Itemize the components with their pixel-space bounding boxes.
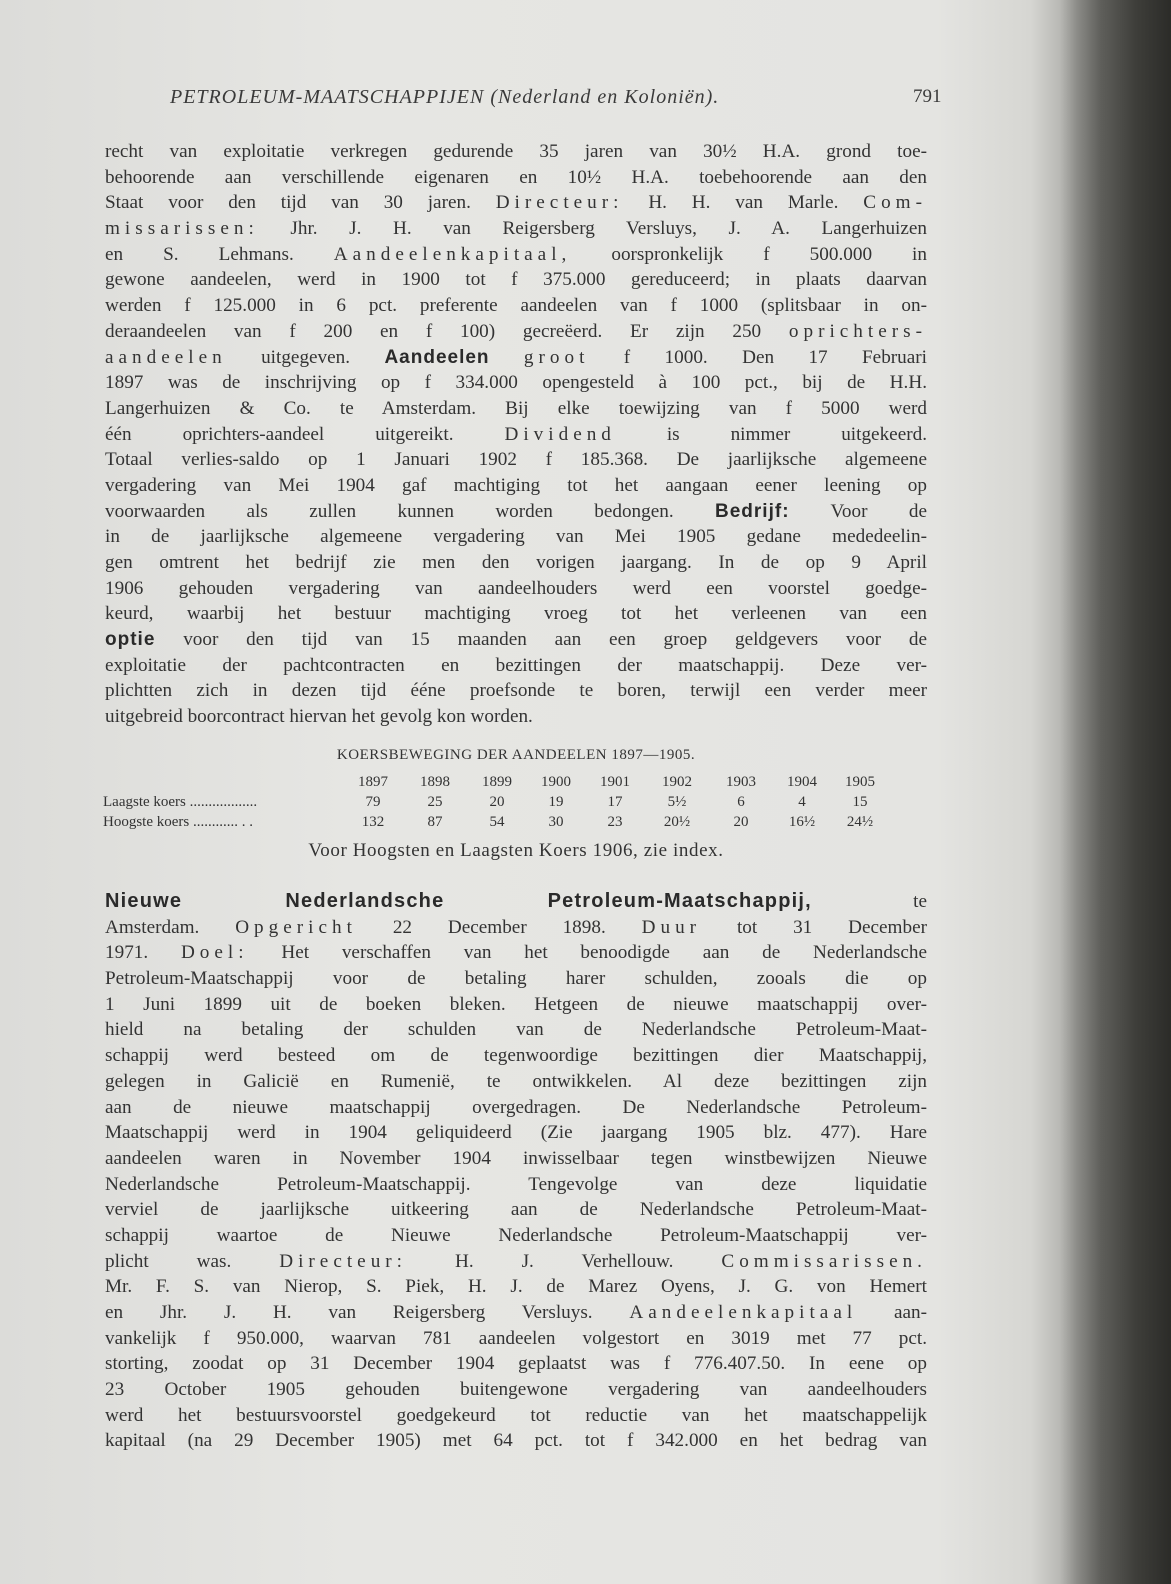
text-segment: f 1000. Den 17 Februari <box>589 346 928 368</box>
spaced-keyword: Aandeelenkapitaal, <box>333 243 572 265</box>
text-segment: deraandeelen van f 200 en f 100) gecreëerd. Er zijn 250 <box>105 320 789 342</box>
table-cell: 30 <box>548 814 564 830</box>
text-line <box>105 499 927 525</box>
text-line <box>105 216 927 242</box>
text-segment: 1 Juni 1899 uit de boeken bleken. Hetgeen de nieuwe maatschappij over- <box>105 993 927 1015</box>
text-line <box>105 915 927 941</box>
text-segment: Jhr. J. H. van Reigersberg Versluys, J. A. Langerhuizen <box>258 218 927 240</box>
text-line <box>105 992 927 1018</box>
text-line <box>105 966 927 992</box>
table-cell: 16½ <box>788 814 816 830</box>
text-line <box>105 1274 927 1300</box>
bold-heading: optie <box>105 629 156 651</box>
spaced-keyword: oprichters- <box>788 320 927 342</box>
text-line <box>105 319 927 345</box>
text-segment: 22 December 1898. <box>356 916 642 938</box>
table-cell: 79 <box>365 794 381 810</box>
text-line <box>105 653 927 679</box>
text-segment: exploitatie der pachtcontracten en bezittingen der maatschappij. Deze ver- <box>105 654 927 676</box>
text-segment: werd het bestuursvoorstel goedgekeurd tot reductie van het maatschappelijk <box>105 1404 927 1426</box>
text-segment: 23 October 1905 gehouden buitengewone vergadering van aandeelhouders <box>105 1379 927 1401</box>
page-number: 791 <box>913 86 942 107</box>
text-segment: Mr. F. S. van Nierop, S. Piek, H. J. de Marez Oyens, J. G. von Hemert <box>105 1276 927 1298</box>
table-cell: 20 <box>489 794 505 810</box>
table-cell: 20½ <box>663 814 691 830</box>
spaced-keyword: missarissen: <box>105 218 259 240</box>
text-segment: in de jaarlijksche algemeene vergadering van Mei 1905 gedane mededeelin- <box>105 526 927 548</box>
text-line <box>105 550 927 576</box>
spaced-keyword: Doel: <box>180 942 249 964</box>
text-segment: uitgegeven. <box>226 346 385 368</box>
spaced-keyword: Commissarissen. <box>721 1250 927 1272</box>
text-line <box>105 422 927 448</box>
year-header: 1901 <box>600 774 630 790</box>
text-line <box>105 601 927 627</box>
text-segment: plichtten zich in dezen tijd ééne proefsonde te boren, terwijl een verder meer <box>105 680 927 702</box>
text-line <box>105 345 927 371</box>
text-line <box>105 1017 927 1043</box>
text-segment: Totaal verlies-saldo op 1 Januari 1902 f 185.368. De jaarlijksche algemeene <box>105 449 927 471</box>
spaced-keyword: Dividend <box>504 423 616 445</box>
table-cell: 25 <box>427 794 443 810</box>
text-segment: voorwaarden als zullen kunnen worden bedongen. <box>105 500 716 522</box>
year-header: 1897 <box>358 774 388 790</box>
text-segment: verviel de jaarlijksche uitkeering aan de Nederlandsche Petroleum-Maat- <box>105 1199 927 1221</box>
text-line <box>105 1223 927 1249</box>
text-segment: gewone aandeelen, werd in 1900 tot f 375.000 gereduceerd; in plaats daarvan <box>105 269 927 291</box>
text-segment: Amsterdam. <box>105 916 236 938</box>
spaced-keyword: aandeelen <box>105 346 227 368</box>
spaced-keyword: Directeur: <box>279 1250 408 1272</box>
text-segment: aan de nieuwe maatschappij overgedragen. De Nederlandsche Petroleum- <box>105 1096 927 1118</box>
row-label: Hoogste koers ............ . . <box>103 814 253 830</box>
table-cell: 19 <box>548 794 564 810</box>
table-cell: 20 <box>733 814 749 830</box>
text-segment: recht van exploitatie verkregen gedurende 35 jaren van 30½ H.A. grond toe- <box>105 141 927 162</box>
text-line <box>105 1351 927 1377</box>
spaced-keyword: Duur <box>641 916 702 938</box>
text-segment: te <box>811 891 927 912</box>
text-line <box>105 267 927 293</box>
text-segment: schappij werd besteed om de tegenwoordige bezittingen dier Maatschappij, <box>105 1045 927 1067</box>
paragraph-continuation <box>105 139 927 730</box>
table-cell: 15 <box>852 794 868 810</box>
text-segment: 1897 was de inschrijving op f 334.000 opengesteld à 100 pct., bij de H.H. <box>105 372 927 394</box>
text-segment: aan- <box>857 1302 927 1323</box>
row-label: Laagste koers .................. <box>103 794 258 810</box>
text-segment: is nimmer uitgekeerd. <box>615 423 927 445</box>
text-line <box>105 889 927 915</box>
text-line <box>105 1326 927 1352</box>
text-segment: H. J. Verhellouw. <box>407 1250 722 1272</box>
year-header: 1898 <box>420 774 450 790</box>
bold-heading: Aandeelen <box>384 346 490 368</box>
text-segment: keurd, waarbij het bestuur machtiging vroeg tot het verleenen van een <box>105 603 927 625</box>
spaced-keyword: Aandeelenkapitaal <box>629 1302 858 1323</box>
table-cell: 132 <box>361 814 385 830</box>
text-segment: 1906 gehouden vergadering van aandeelhouders werd een voorstel goedge- <box>105 577 927 599</box>
year-header: 1905 <box>845 774 875 790</box>
text-line <box>105 1428 927 1454</box>
spaced-keyword: Directeur: <box>495 192 624 214</box>
text-line <box>105 190 927 216</box>
text-line <box>105 396 927 422</box>
text-line <box>105 678 927 704</box>
text-segment: voor den tijd van 15 maanden aan een groep geldgevers voor de <box>155 629 927 651</box>
table-cell: 54 <box>489 814 505 830</box>
text-line <box>105 1043 927 1069</box>
text-line <box>105 1403 927 1429</box>
year-header: 1904 <box>787 774 817 790</box>
table-cell: 5½ <box>667 794 687 810</box>
table-cell: 4 <box>798 794 806 810</box>
text-segment: 1971. <box>105 942 181 964</box>
text-line <box>105 370 927 396</box>
text-line <box>105 1197 927 1223</box>
text-segment: Het verschaffen van het benoodigde aan de Nederlandsche <box>248 942 928 964</box>
text-segment: vankelijk f 950.000, waarvan 781 aandeelen volgestort en 3019 met 77 pct. <box>105 1327 927 1349</box>
text-line <box>105 473 927 499</box>
text-segment: en Jhr. J. H. van Reigersberg Versluys. <box>105 1302 630 1323</box>
text-line <box>105 1146 927 1172</box>
text-segment: H. H. van Marle. <box>623 192 864 214</box>
text-line <box>105 1300 927 1326</box>
text-segment: Petroleum-Maatschappij voor de betaling harer schulden, zooals die op <box>105 968 927 990</box>
text-segment: gelegen in Galicië en Rumenië, te ontwikkelen. Al deze bezittingen zijn <box>105 1070 927 1092</box>
text-segment: gen omtrent het bedrijf zie men den vorigen jaargang. In de op 9 April <box>105 552 927 573</box>
text-line <box>105 293 927 319</box>
text-segment: één oprichters-aandeel uitgereikt. <box>105 423 505 445</box>
table-cell: 87 <box>427 814 443 830</box>
text-line <box>105 1120 927 1146</box>
year-header: 1900 <box>541 774 571 790</box>
text-segment <box>490 347 524 368</box>
year-header: 1899 <box>482 774 512 790</box>
spaced-keyword: Com- <box>863 192 927 214</box>
text-segment: oorspronkelijk f 500.000 in <box>571 243 927 265</box>
text-line <box>105 242 927 268</box>
text-segment: tot 31 December <box>701 916 927 938</box>
text-line <box>105 1069 927 1095</box>
text-segment: hield na betaling der schulden van de Nederlandsche Petroleum-Maat- <box>105 1019 927 1041</box>
text-segment: Maatschappij werd in 1904 geliquideerd (Zie jaargang 1905 blz. 477). Hare <box>105 1122 927 1144</box>
text-line <box>105 940 927 966</box>
year-header: 1903 <box>726 774 756 790</box>
text-segment: schappij waartoe de Nieuwe Nederlandsche Petroleum-Maatschappij ver- <box>105 1224 927 1246</box>
text-line <box>105 524 927 550</box>
table-title: KOERSBEWEGING DER AANDEELEN 1897—1905. <box>336 747 696 763</box>
text-line <box>105 165 927 191</box>
text-segment: storting, zoodat op 31 December 1904 geplaatst was f 776.407.50. In eene op <box>105 1353 927 1375</box>
text-segment: Nederlandsche Petroleum-Maatschappij. Tengevolge van deze liquidatie <box>105 1173 927 1195</box>
text-segment: kapitaal (na 29 December 1905) met 64 pct. tot f 342.000 en het bedrag van <box>105 1430 927 1452</box>
text-line <box>105 1249 927 1275</box>
text-segment: uitgebreid boorcontract hiervan het gevolg kon worden. <box>105 706 533 728</box>
table-cell: 23 <box>607 814 623 830</box>
text-line <box>105 1172 927 1198</box>
year-header: 1902 <box>662 774 692 790</box>
text-segment: Voor de <box>789 500 927 522</box>
text-segment: behoorende aan verschillende eigenaren en 10½ H.A. toebehoorende aan den <box>105 166 927 188</box>
text-line <box>105 1377 927 1403</box>
text-segment: plicht was. <box>105 1250 280 1272</box>
text-segment: Langerhuizen & Co. te Amsterdam. Bij elke toewijzing van f 5000 werd <box>105 397 927 419</box>
paragraph-nieuwe-nederlandsche-petroleum <box>105 889 927 1454</box>
text-line <box>105 627 927 653</box>
text-line <box>105 576 927 602</box>
text-line <box>105 139 927 165</box>
text-segment: werden f 125.000 in 6 pct. preferente aandeelen van f 1000 (splitsbaar in on- <box>105 295 927 317</box>
text-segment: aandeelen waren in November 1904 inwisselbaar tegen winstbewijzen Nieuwe <box>105 1147 927 1169</box>
table-cell: 17 <box>607 794 623 810</box>
spaced-keyword: Opgericht <box>235 916 357 938</box>
text-line <box>105 447 927 473</box>
running-title: PETROLEUM-MAATSCHAPPIJEN (Nederland en Koloniën). <box>170 86 720 108</box>
text-line <box>105 704 927 730</box>
table-cell: 6 <box>737 794 745 810</box>
bold-heading: Bedrijf: <box>715 500 790 522</box>
text-segment: vergadering van Mei 1904 gaf machtiging tot het aangaan eener leening op <box>105 474 927 496</box>
bold-heading: Nieuwe Nederlandsche Petroleum-Maatschappij, <box>105 890 812 912</box>
table-cell: 24½ <box>846 814 874 830</box>
spaced-keyword: groot <box>523 346 590 368</box>
text-segment: Staat voor den tijd van 30 jaren. <box>105 192 496 214</box>
table-note: Voor Hoogsten en Laagsten Koers 1906, zie index. <box>308 840 724 861</box>
text-line <box>105 1095 927 1121</box>
text-segment: en S. Lehmans. <box>105 243 334 265</box>
